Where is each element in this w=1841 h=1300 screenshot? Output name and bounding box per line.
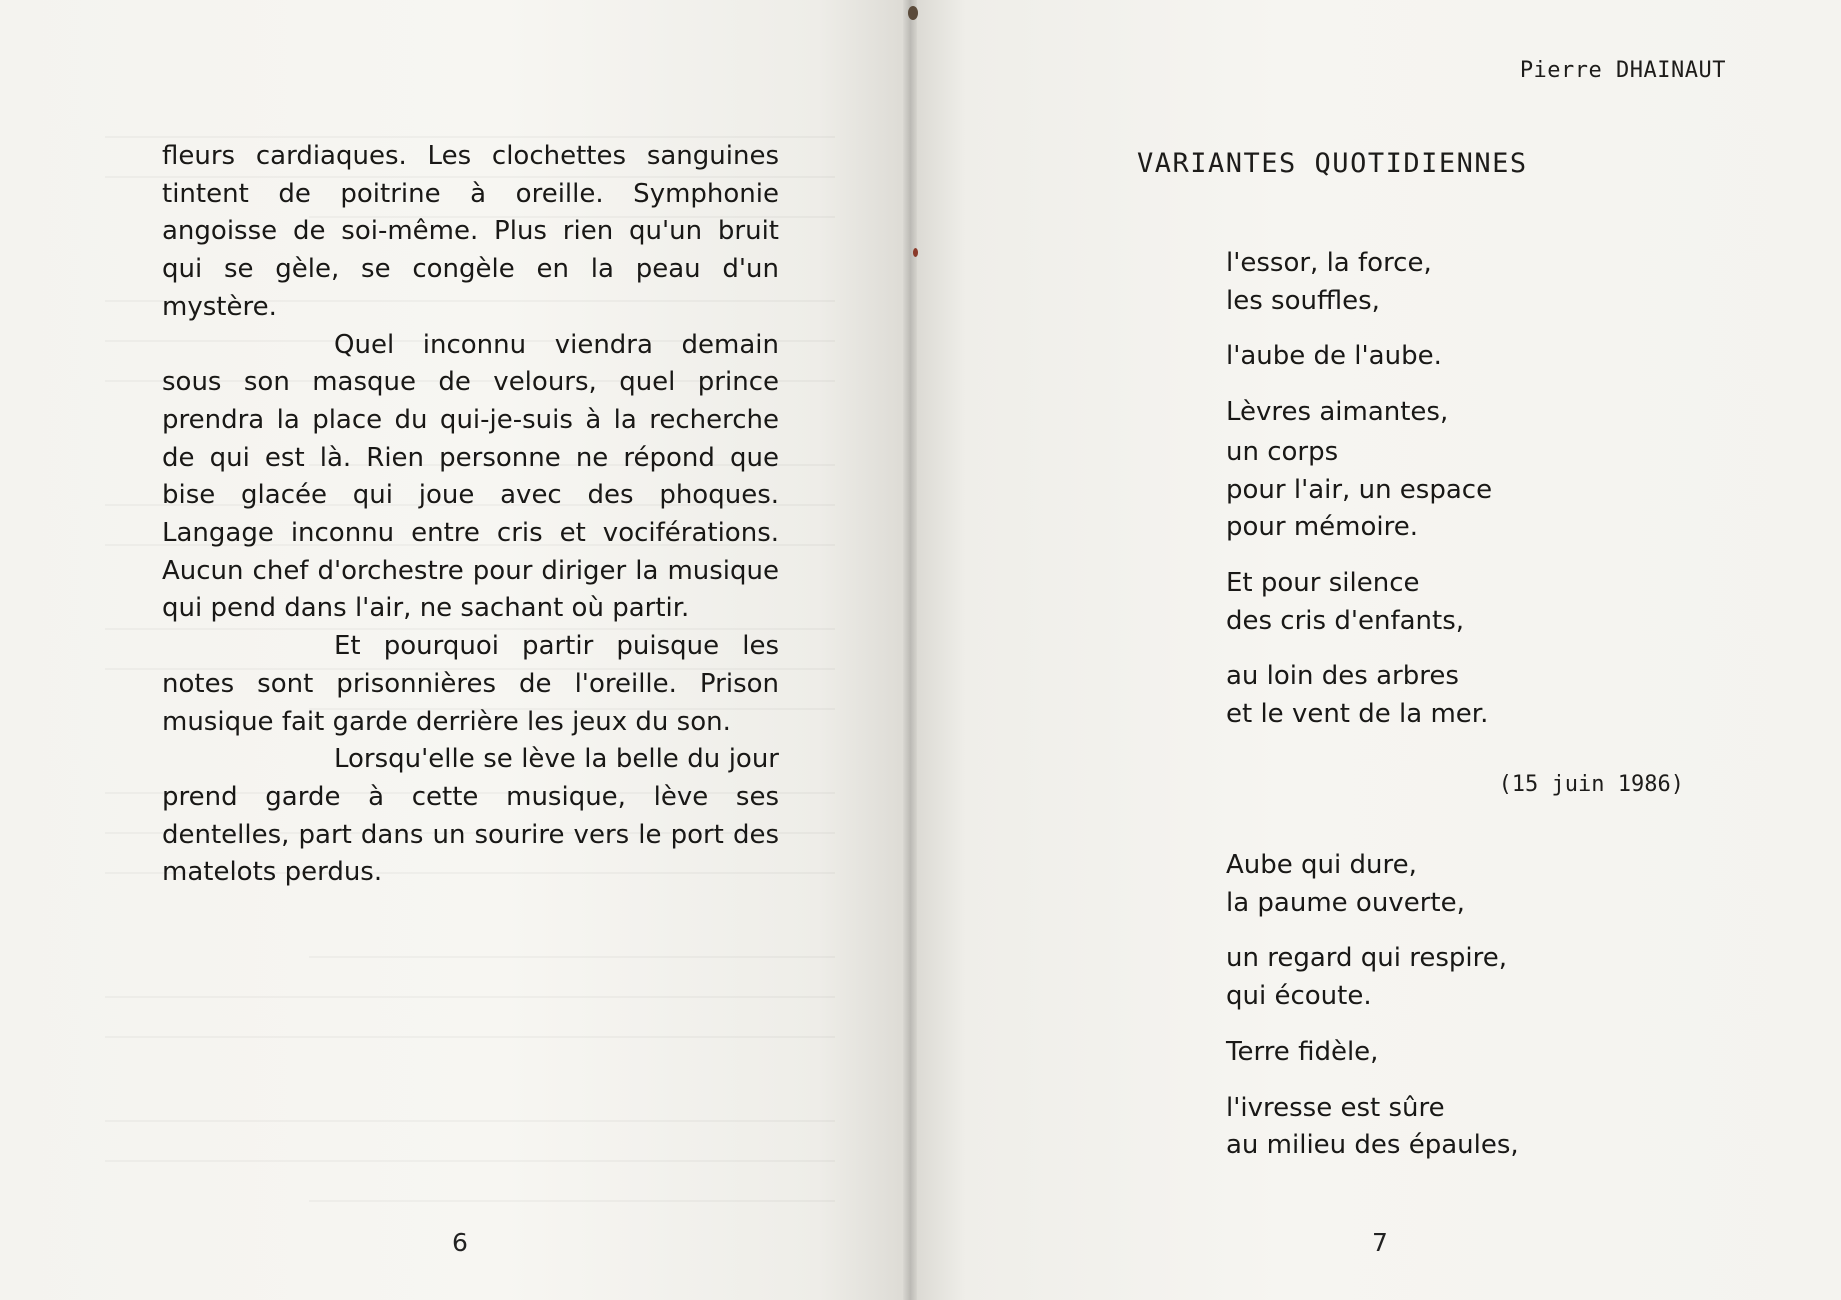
book-gutter — [903, 0, 917, 1300]
poem-line: Aube qui dure, — [1226, 850, 1417, 880]
stanza — [1226, 1034, 1726, 1072]
poem-line: un regard qui respire, — [1226, 943, 1508, 974]
ink-speck — [913, 248, 918, 257]
poem-line: et le vent de la mer. — [1226, 699, 1489, 730]
poem-line: l'ivresse est sûre — [1226, 1092, 1445, 1123]
poem-line: les souffles, — [1226, 285, 1380, 316]
poem-line: Lèvres aimantes, — [1226, 397, 1449, 428]
left-page-prose — [162, 138, 779, 892]
paragraph: fleurs cardiaques. Les clochettes sanguines tintent de poitrine à oreille. Symphonie angoisse de soi-même. Plus rien qu'un bruit qui se gèle, se congèle en la peau d'un mystère. — [162, 141, 779, 322]
poem-line: Et pour silence — [1226, 567, 1420, 598]
poem-line: pour l'air, un espace — [1226, 474, 1493, 505]
poem-line: Terre fidèle, — [1226, 1036, 1379, 1067]
poem-line: l'essor, la force, — [1226, 248, 1432, 278]
poem-date: (15 juin 1986) — [1498, 772, 1684, 797]
stanza — [1226, 847, 1726, 922]
page-number-right: 7 — [1372, 1228, 1388, 1257]
poem-part-2 — [1226, 847, 1726, 1165]
stanza — [1226, 940, 1726, 1015]
page-number-left: 6 — [452, 1228, 468, 1257]
poem-line: un corps — [1226, 436, 1339, 467]
stanza — [1226, 338, 1726, 376]
stanza — [1226, 434, 1726, 547]
author-name: Pierre DHAINAUT — [1519, 58, 1726, 83]
poem-part-1 — [1226, 245, 1726, 734]
poem-title: VARIANTES QUOTIDIENNES — [1137, 148, 1528, 179]
paragraph: Lorsqu'elle se lève la belle du jour prend garde à cette musique, lève ses dentelles, part dans un sourire vers le port des matelots perdus. — [162, 744, 779, 888]
poem-line: l'aube de l'aube. — [1226, 341, 1442, 372]
stanza — [1226, 1090, 1726, 1165]
stanza — [1226, 245, 1726, 320]
paragraph: Et pourquoi partir puisque les notes sont prisonnières de l'oreille. Prison musique fait garde derrière les jeux du son. — [162, 631, 779, 737]
poem-line: qui écoute. — [1226, 981, 1372, 1012]
poem-line: au loin des arbres — [1226, 661, 1459, 692]
stanza — [1226, 658, 1726, 733]
ink-speck — [908, 6, 918, 20]
poem-line: au milieu des épaules, — [1226, 1130, 1519, 1161]
poem-line: des cris d'enfants, — [1226, 605, 1465, 636]
poem-line: pour mémoire. — [1226, 512, 1419, 543]
poem-line: la paume ouverte, — [1226, 887, 1465, 918]
paragraph: Quel inconnu viendra demain sous son masque de velours, quel prince prendra la place du qui-je-suis à la recherche de qui est là. Rien personne ne répond que bise glacée qui joue avec des phoques. Langage inconnu entre cris et vociférations. Aucun chef d'orchestre pour diriger la musique qui pend dans l'air, ne sachant où partir. — [162, 329, 779, 624]
stanza — [1226, 394, 1726, 432]
stanza — [1226, 565, 1726, 640]
